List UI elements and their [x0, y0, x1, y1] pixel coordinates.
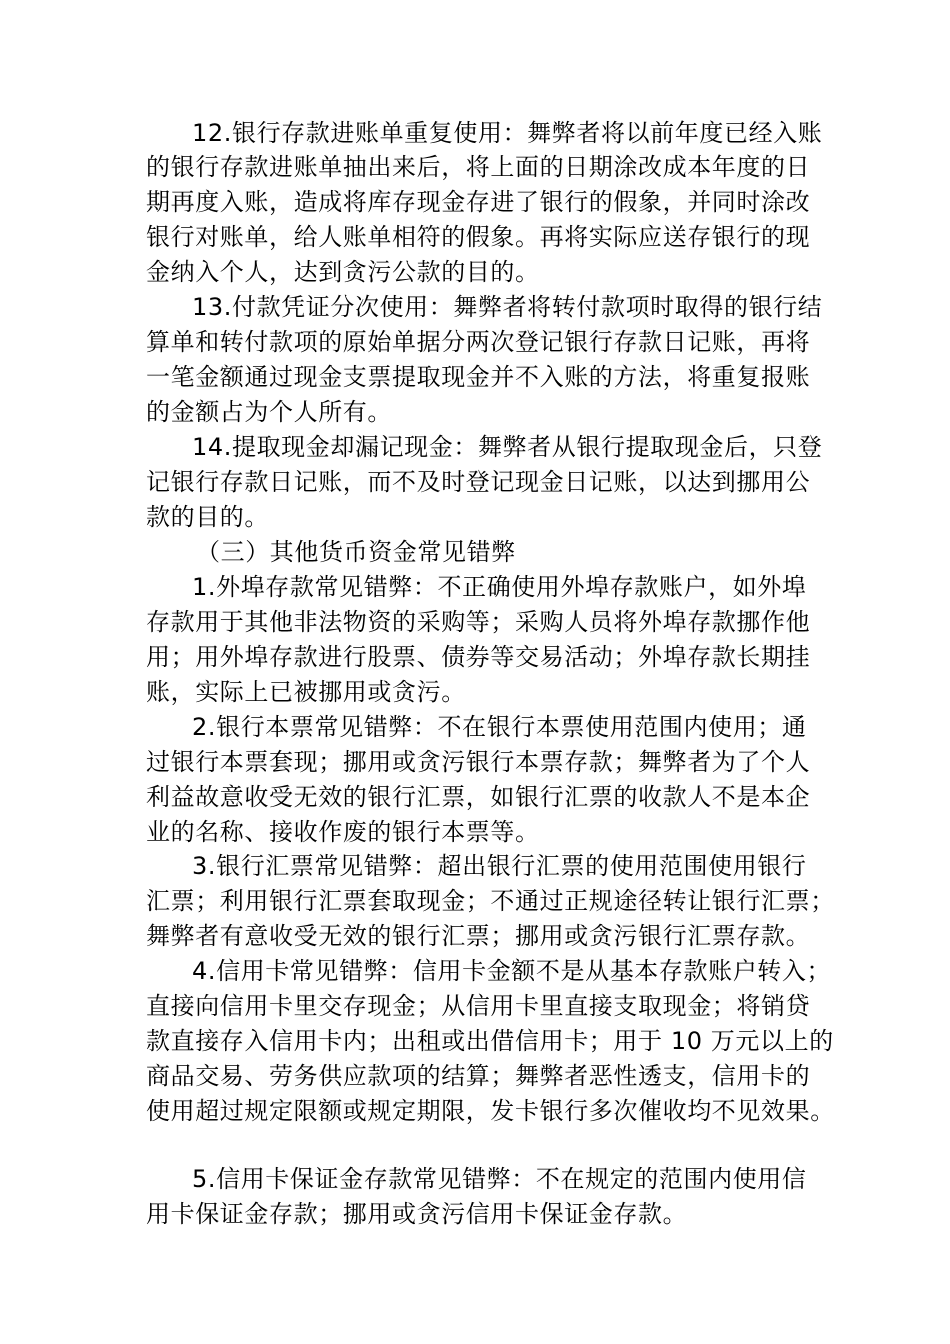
paragraph-13-line-4: 的金额占为个人所有。: [146, 398, 392, 426]
paragraph-2-line-4: 业的名称、接收作废的银行本票等。: [146, 818, 540, 846]
paragraph-4-line-1: 4.信用卡常见错弊：信用卡金额不是从基本存款账户转入；: [192, 957, 832, 985]
paragraph-3-line-1: 3.银行汇票常见错弊：超出银行汇票的使用范围使用银行: [192, 852, 807, 880]
paragraph-3-line-3: 舞弊者有意收受无效的银行汇票；挪用或贪污银行汇票存款。: [146, 922, 811, 950]
paragraph-4-line-4: 商品交易、劳务供应款项的结算；舞弊者恶性透支，信用卡的: [146, 1062, 811, 1090]
paragraph-14-line-1: 14.提取现金却漏记现金：舞弊者从银行提取现金后，只登: [192, 433, 823, 461]
paragraph-12-line-2: 的银行存款进账单抽出来后，将上面的日期涂改成本年度的日: [146, 153, 811, 181]
paragraph-12-line-3: 期再度入账，造成将库存现金存进了银行的假象，并同时涂改: [146, 188, 811, 216]
paragraph-14-line-2: 记银行存款日记账，而不及时登记现金日记账，以达到挪用公: [146, 468, 811, 496]
paragraph-4-line-5: 使用超过规定限额或规定期限，发卡银行多次催收均不见效果。: [146, 1097, 835, 1125]
paragraph-12-line-1: 12.银行存款进账单重复使用：舞弊者将以前年度已经入账: [192, 119, 823, 147]
paragraph-5-line-1: 5.信用卡保证金存款常见错弊：不在规定的范围内使用信: [192, 1165, 807, 1193]
paragraph-5-line-2: 用卡保证金存款；挪用或贪污信用卡保证金存款。: [146, 1200, 688, 1228]
paragraph-12-line-5: 金纳入个人，达到贪污公款的目的。: [146, 258, 540, 286]
paragraph-12-line-4: 银行对账单，给人账单相符的假象。再将实际应送存银行的现: [146, 223, 811, 251]
paragraph-4-line-2: 直接向信用卡里交存现金；从信用卡里直接支取现金；将销贷: [146, 992, 811, 1020]
paragraph-13-line-3: 一笔金额通过现金支票提取现金并不入账的方法，将重复报账: [146, 363, 811, 391]
paragraph-14-line-3: 款的目的。: [146, 503, 269, 531]
paragraph-1-line-3: 用；用外埠存款进行股票、债券等交易活动；外埠存款长期挂: [146, 643, 811, 671]
section-heading: （三）其他货币资金常见错弊: [196, 538, 516, 566]
paragraph-13-line-2: 算单和转付款项的原始单据分两次登记银行存款日记账，再将: [146, 328, 811, 356]
paragraph-2-line-2: 过银行本票套现；挪用或贪污银行本票存款；舞弊者为了个人: [146, 748, 811, 776]
paragraph-3-line-2: 汇票；利用银行汇票套取现金；不通过正规途径转让银行汇票；: [146, 887, 835, 915]
paragraph-2-line-3: 利益故意收受无效的银行汇票，如银行汇票的收款人不是本企: [146, 783, 811, 811]
paragraph-13-line-1: 13.付款凭证分次使用：舞弊者将转付款项时取得的银行结: [192, 293, 823, 321]
paragraph-1-line-1: 1.外埠存款常见错弊：不正确使用外埠存款账户，如外埠: [192, 573, 807, 601]
paragraph-1-line-2: 存款用于其他非法物资的采购等；采购人员将外埠存款挪作他: [146, 608, 811, 636]
paragraph-4-line-3: 款直接存入信用卡内；出租或出借信用卡；用于 10 万元以上的: [146, 1027, 834, 1055]
paragraph-1-line-4: 账，实际上已被挪用或贪污。: [146, 678, 466, 706]
paragraph-2-line-1: 2.银行本票常见错弊：不在银行本票使用范围内使用；通: [192, 713, 807, 741]
